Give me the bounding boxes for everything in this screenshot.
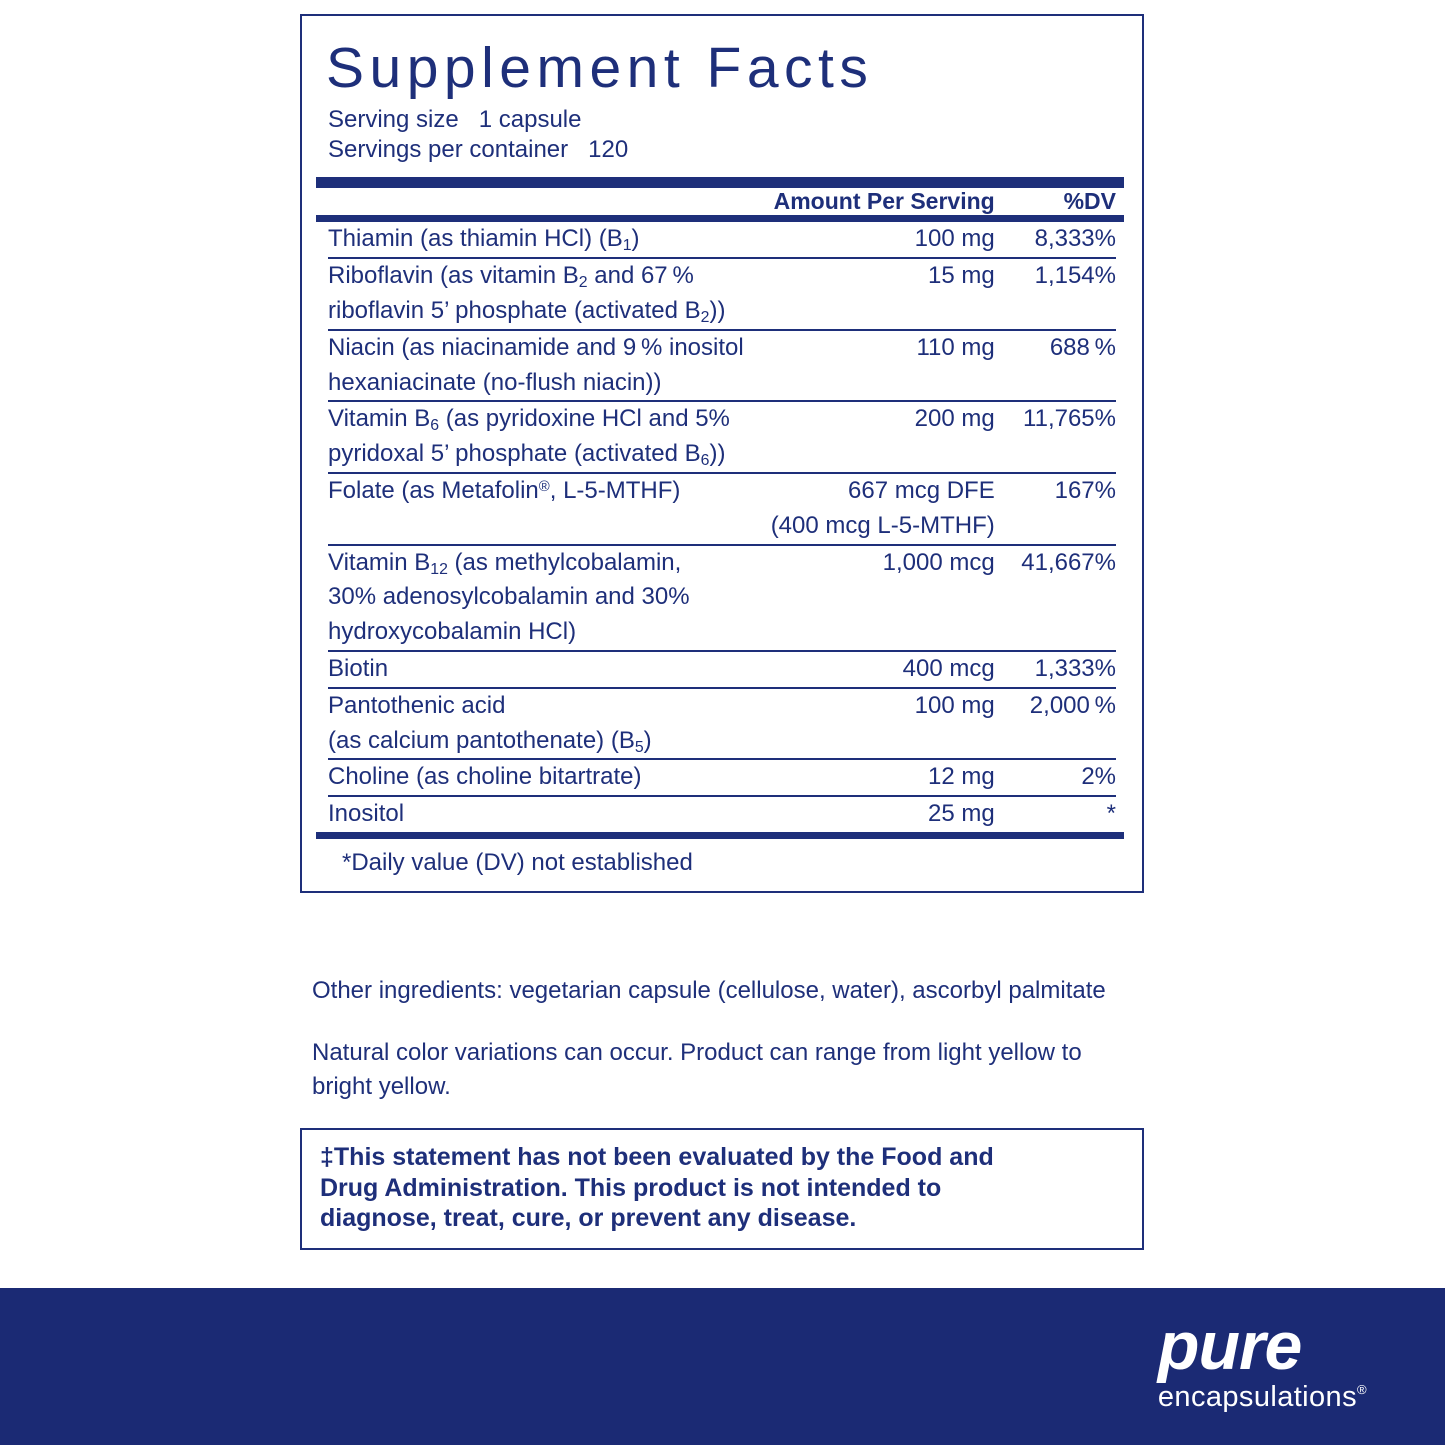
nutrient-percent-dv: 8,333% [1034,225,1116,253]
supplement-facts-panel [300,14,1144,893]
disclaimer-line-1: ‡This statement has not been evaluated by the Food and [320,1143,994,1171]
header-amount-per-serving: Amount Per Serving [773,188,995,215]
nutrient-name: Inositol [328,800,405,828]
table-header-row [316,188,1124,215]
divider-medium [316,215,1124,222]
nutrient-percent-dv: 688 % [1049,333,1116,361]
servings-per-container-value: 120 [588,136,629,164]
table-row [316,760,1124,795]
servings-per-container-label: Servings per container [328,136,569,164]
serving-info [328,105,1124,165]
table-row [316,402,1124,472]
color-variation-note: Natural color variations can occur. Product can range from light yellow to bright yellow. [312,1039,1082,1101]
nutrient-amount: 1,000 mcg [882,548,995,576]
nutrient-name: Vitamin $B_{12}$ (as methylcobalamin, 30% adenosylcobalamin and 30% hydroxycobalamin HCl) [328,548,690,646]
table-row [316,474,1124,544]
serving-size-value: 1 capsule [478,106,582,133]
nutrient-percent-dv: 11,765% [1023,405,1116,433]
nutrient-name: Thiamin (as thiamin HCl) $(B_1)$ [328,225,640,255]
divider-thick-top [316,177,1124,188]
nutrient-amount: 15 mg [928,262,995,290]
table-row [316,652,1124,687]
nutrient-name: Folate (as Metafolin®, L-5-MTHF) [328,477,681,505]
nutrient-amount: 12 mg [928,763,995,791]
nutrient-percent-dv: 41,667% [1021,548,1116,576]
nutrient-amount: 200 mg [914,405,995,433]
nutrient-amount: 100 mg [914,691,995,719]
servings-per-container-line [328,135,1124,165]
header-percent-dv: %DV [1063,188,1116,215]
brand-logo [1157,1308,1367,1414]
header-blank [316,188,752,215]
nutrient-rows [316,222,1124,832]
nutrient-percent-dv: 167% [1054,477,1116,505]
nutrient-percent-dv: 2,000 % [1029,691,1116,719]
brand-subtitle: encapsulations® [1157,1380,1367,1413]
serving-size-line [328,105,1124,135]
table-row [316,259,1124,329]
disclaimer-line-2: Drug Administration. This product is not intended to [320,1173,942,1202]
brand-footer-bar [0,1288,1445,1445]
fda-disclaimer-box [300,1128,1144,1250]
nutrient-name: Pantothenic acid (as calcium pantothenate) $(B_5)$ [328,691,652,756]
divider-bottom [316,832,1124,839]
other-ingredients-text: Other ingredients: vegetarian capsule (cellulose, water), ascorbyl palmitate [312,977,1106,1004]
nutrient-amount: 25 mg [928,800,995,828]
table-row [316,546,1124,650]
nutrient-name: Choline (as choline bitartrate) [328,763,642,791]
nutrient-percent-dv: 2% [1081,763,1116,791]
nutrient-amount: 100 mg [914,225,995,253]
nutrient-amount: 667 mcg DFE (400 mcg L-5-MTHF) [770,477,995,539]
nutrient-amount: 400 mcg [902,655,995,683]
nutrient-name: Biotin [328,655,389,683]
nutrition-table [316,188,1124,215]
nutrient-name: Niacin (as niacinamide and 9 % inositol hexaniacinate (no-flush niacin)) [328,333,744,396]
disclaimer-line-3: diagnose, treat, cure, or prevent any disease. [320,1204,857,1232]
nutrient-name: Riboflavin (as vitamin $B_2$ and 67 % riboflavin 5’ phosphate (activated $B_2$)) [328,262,726,327]
page-title: Supplement Facts [326,36,874,100]
daily-value-footnote: *Daily value (DV) not established [342,849,693,877]
nutrient-amount: 110 mg [916,333,995,361]
table-row [316,689,1124,759]
table-row [316,797,1124,832]
nutrient-percent-dv: * [1106,800,1116,828]
brand-name: pure [1157,1308,1302,1384]
nutrient-name: Vitamin $B_6$ (as pyridoxine HCl and 5% pyridoxal 5’ phosphate (activated $B_6$)) [328,405,730,470]
nutrient-percent-dv: 1,154% [1034,262,1116,290]
nutrient-percent-dv: 1,333% [1034,655,1116,683]
table-row [316,331,1124,401]
serving-size-label: Serving size [328,106,459,133]
table-row [316,222,1124,257]
